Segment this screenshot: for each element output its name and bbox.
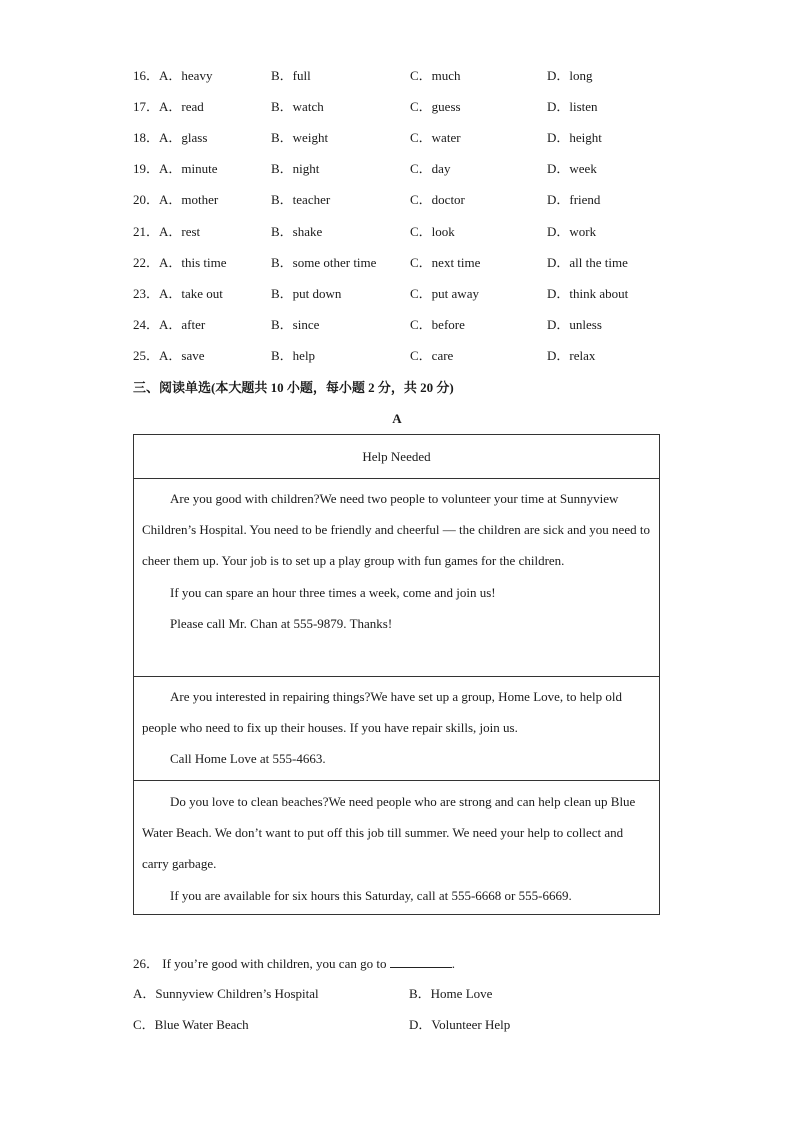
question-end: . [451,956,455,971]
question-row-25 [133,346,693,366]
question-row-21 [133,222,693,242]
ad-home-love-text [142,681,651,775]
option-b: B．night [271,161,320,176]
ad-home-love [134,676,659,781]
option-c: C．before [410,317,465,332]
option-d: D．think about [547,286,629,301]
option-c: C．care [410,348,454,363]
option-b: B．Home Love [409,986,493,1001]
question-number: 26． [133,956,160,971]
option-c: C．doctor [410,192,465,207]
question-number-and-option-a: 22．A．this time [133,255,227,270]
option-b: B．put down [271,286,342,301]
option-c: C．day [410,161,451,176]
option-d: D．height [547,130,602,145]
option-b: B．weight [271,130,329,145]
option-b: B．full [271,68,311,83]
help-needed-box [133,434,660,915]
question-row-17 [133,97,693,117]
question-row-16 [133,66,693,86]
ad-home-love-para-1: Are you interested in repairing things?We have set up a group, Home Love, to help old people who need to fix up their houses. If you have repair skills, join us. [142,689,623,736]
option-d: D．unless [547,317,602,332]
option-d: D．listen [547,99,598,114]
question-number-and-option-a: 18．A．glass [133,130,208,145]
option-d: D．relax [547,348,596,363]
option-b: B．help [271,348,316,363]
ad-hospital-para-2: If you can spare an hour three times a week, come and join us! [170,584,496,600]
option-b: B．shake [271,224,323,239]
ad-hospital [134,478,659,677]
question-number-and-option-a: 23．A．take out [133,286,223,301]
question-number-and-option-a: 16．A．heavy [133,68,213,83]
question-number-and-option-a: 25．A．save [133,348,205,363]
question-number-and-option-a: 19．A．minute [133,161,218,176]
ad-beach [134,780,659,916]
question-text: If you’re good with children, you can go to [162,956,387,971]
option-b: B．teacher [271,192,331,207]
question-row-22 [133,253,693,273]
passage-label: A [392,411,402,426]
option-c: C．guess [410,99,461,114]
question-row-19 [133,159,693,179]
question-row-23 [133,284,693,304]
question-row-18 [133,128,693,148]
question-row-24 [133,315,693,335]
option-c: C．Blue Water Beach [133,1017,249,1032]
ad-beach-para-2: If you are available for six hours this Saturday, call at 555-6668 or 555-6669. [170,887,572,903]
question-row-20 [133,190,693,210]
option-c: C．next time [410,255,481,270]
question-number-and-option-a: 20．A．mother [133,192,219,207]
option-a: A．Sunnyview Children’s Hospital [133,986,319,1001]
ad-hospital-para-3: Please call Mr. Chan at 555-9879. Thanks! [170,615,393,631]
option-b: B．some other time [271,255,377,270]
ad-beach-para-1: Do you love to clean beaches?We need people who are strong and can help clean up Blue Water Beach. We don’t want to put off this job till summer. We need your help to collect and carry garbage. [142,794,636,872]
option-b: B．watch [271,99,324,114]
ad-home-love-para-2: Call Home Love at 555-4663. [170,751,326,767]
option-b: B．since [271,317,320,332]
option-c: C．much [410,68,461,83]
ad-beach-text [142,786,651,911]
section-title: 三、阅读单选(本大题共 10 小题，每小题 2 分，共 20 分) [133,380,454,395]
question-number-and-option-a: 17．A．read [133,99,204,114]
question-number-and-option-a: 24．A．after [133,317,206,332]
question-number-and-option-a: 21．A．rest [133,224,201,239]
option-d: D．Volunteer Help [409,1017,511,1032]
option-d: D．week [547,161,597,176]
option-d: D．friend [547,192,601,207]
answer-blank [390,954,452,968]
box-heading: Help Needed [362,449,431,464]
option-c: C．put away [410,286,479,301]
option-d: D．long [547,68,593,83]
option-c: C．water [410,130,461,145]
option-d: D．all the time [547,255,628,270]
ad-hospital-text [142,483,651,639]
ad-hospital-para-1: Are you good with children?We need two people to volunteer your time at Sunnyview Children’s Hospital. You need to be friendly and cheerful — the children are sick and you need to cheer them up. Your job is to set up a play group with fun games for the children. [142,491,650,569]
option-c: C．look [410,224,455,239]
question-26 [133,954,455,974]
option-d: D．work [547,224,597,239]
